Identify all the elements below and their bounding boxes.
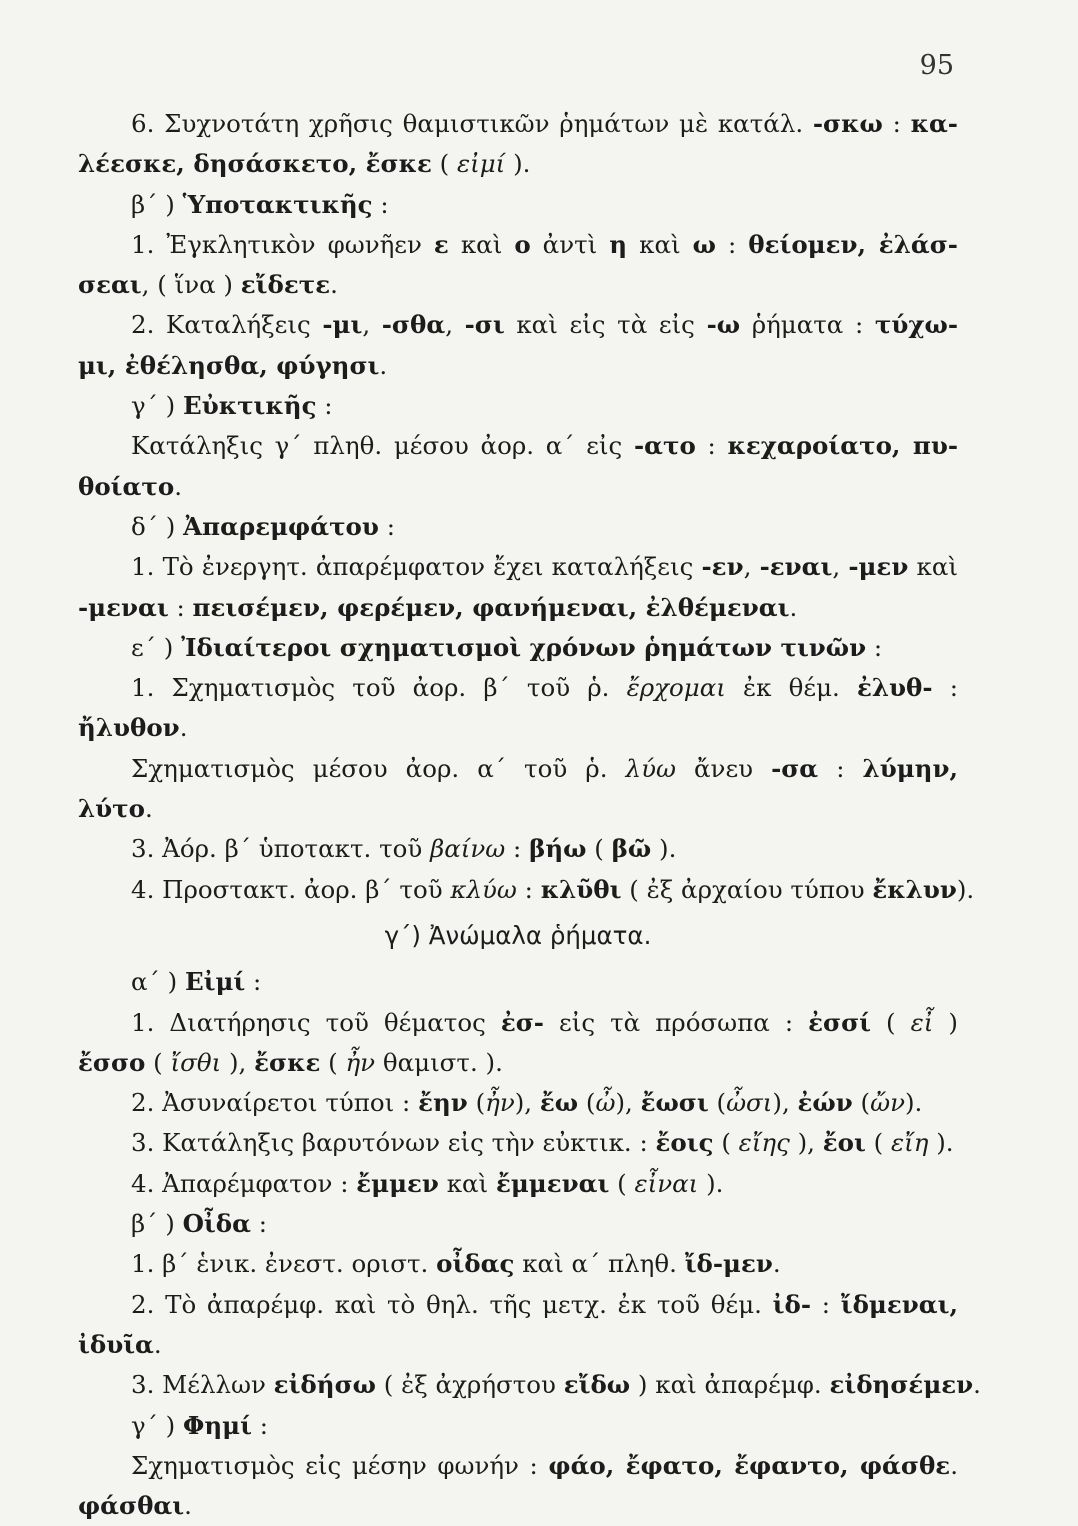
text-line — [78, 1003, 958, 1043]
page-body — [78, 104, 981, 1526]
italic-term: εἰμί — [456, 149, 506, 179]
italic-term: ἦν — [345, 1047, 376, 1077]
bold-term: εἰδησέμεν — [829, 1370, 974, 1400]
line-text: , — [743, 552, 760, 582]
line-text: ( — [609, 1168, 635, 1198]
text-line — [78, 749, 958, 789]
line-text: ), — [772, 1088, 798, 1118]
italic-term: ὦ — [595, 1088, 616, 1118]
line-text: καὶ — [448, 229, 515, 259]
text-line — [78, 789, 958, 829]
bold-term: ἐσσί — [808, 1007, 872, 1037]
italic-term: ὦσι — [726, 1088, 773, 1118]
text-line — [78, 547, 958, 587]
bold-term: Ἀπαρεμφάτου — [183, 511, 379, 541]
line-text: . — [973, 1370, 981, 1400]
line-text: ἄνευ — [675, 753, 772, 783]
line-text: 2. Ἀσυναίρετοι τύποι : — [131, 1088, 419, 1118]
bold-term: -σκω — [812, 109, 883, 138]
line-text: ) — [933, 1007, 958, 1037]
text-line — [78, 628, 958, 668]
line-text: ), — [514, 1088, 540, 1118]
text-line — [78, 507, 958, 547]
line-text: ( — [467, 1088, 486, 1118]
bold-term: Ὑποτακτικῆς — [182, 189, 373, 219]
line-text: , — [445, 310, 465, 340]
bold-term: -μεν — [848, 552, 909, 582]
line-text: : — [818, 753, 863, 783]
bold-term: ω — [692, 229, 716, 259]
line-text: καὶ εἰς τὰ εἰς — [504, 310, 707, 340]
line-text: : — [168, 592, 193, 622]
line-text: ῥήματα : — [740, 310, 875, 340]
line-text: . — [950, 1450, 958, 1480]
bold-term: -εν — [701, 552, 744, 582]
line-text: ( — [713, 1128, 739, 1158]
bold-term: ἔσκε — [254, 1047, 321, 1077]
bold-term: ο — [514, 229, 531, 259]
line-text: 6. Συχνοτάτη χρῆσις θαμιστικῶν ῥημάτων μὲ κατάλ. — [131, 109, 813, 138]
line-text: : — [866, 632, 883, 662]
bold-term: εἴδω — [563, 1370, 631, 1400]
line-text: : — [372, 189, 389, 219]
italic-term: ἦν — [485, 1088, 515, 1118]
bold-term: βήω — [529, 834, 587, 864]
line-text: εἰς τὰ πρόσωπα : — [543, 1007, 809, 1037]
text-line — [78, 346, 958, 386]
italic-term: κλύω — [450, 874, 517, 904]
text-line — [78, 1244, 958, 1284]
bold-term: Οἶδα — [182, 1209, 251, 1239]
line-text: γ΄ ) — [131, 391, 184, 421]
line-text: ( — [320, 1047, 346, 1077]
text-line — [78, 962, 958, 1002]
bold-term: σεαι — [78, 270, 142, 300]
line-text: ε΄ ) — [131, 632, 182, 662]
line-text: 3. Μέλλων — [131, 1370, 274, 1400]
line-text: καὶ — [438, 1168, 496, 1198]
text-line — [78, 708, 958, 748]
bold-term: ἐών — [797, 1088, 853, 1118]
text-line — [78, 1446, 958, 1486]
bold-term: λύτο — [78, 794, 146, 824]
line-text: 2. Καταλήξεις — [131, 310, 323, 340]
line-text: : — [250, 1209, 268, 1239]
italic-term: ὤν — [870, 1088, 905, 1118]
line-text: ). — [928, 1128, 954, 1158]
bold-term: ε — [433, 229, 449, 259]
line-text: ἀντὶ — [530, 229, 610, 259]
bold-term: θείομεν, ἐλάσ- — [748, 229, 958, 259]
line-text: ), — [789, 1128, 823, 1158]
text-line — [78, 668, 958, 708]
bold-term: λύμην, — [862, 753, 958, 783]
bold-term: η — [609, 229, 628, 259]
line-text: 4. Ἀπαρέμφατον : — [131, 1168, 357, 1198]
bold-term: -σθα — [381, 310, 446, 340]
page-number: 95 — [919, 50, 954, 81]
text-line — [78, 104, 958, 144]
bold-term: -εναι — [759, 552, 833, 582]
text-line — [78, 1123, 958, 1163]
bold-term: -μεναι — [78, 592, 169, 622]
line-text: ( — [578, 1088, 596, 1118]
line-text: ) καὶ ἀπαρέμφ. — [630, 1370, 830, 1400]
bold-term: τύχω- — [874, 310, 959, 340]
line-text: Σχηματισμὸς εἰς μέσην φωνήν : — [131, 1450, 549, 1480]
text-line — [78, 386, 958, 426]
bold-term: μι, ἐθέλησθα, φύγησι — [78, 350, 380, 380]
line-text: ). — [505, 149, 531, 179]
line-text: . — [184, 1491, 192, 1521]
line-text: ), — [221, 1047, 255, 1077]
bold-term: Ἰδιαίτεροι σχηματισμοὶ χρόνων ῥημάτων τινῶν — [181, 632, 867, 662]
line-text: 3. Ἀόρ. β΄ ὑποτακτ. τοῦ — [131, 834, 431, 864]
text-line — [78, 1486, 958, 1526]
line-text: . — [379, 350, 388, 380]
bold-term: κα- — [910, 109, 958, 138]
line-text: 4. Προστακτ. ἀορ. β΄ τοῦ — [131, 874, 451, 904]
text-line — [78, 1325, 958, 1365]
text-line — [78, 1043, 958, 1083]
bold-term: Εὐκτικῆς — [183, 391, 317, 421]
bold-term: βῶ — [611, 834, 652, 864]
italic-term: βαίνω — [430, 834, 506, 864]
bold-term: πεισέμεν, φερέμεν, φανήμεναι, ἐλθέμεναι — [192, 592, 790, 622]
line-text: 1. Διατήρησις τοῦ θέματος — [131, 1007, 501, 1037]
bold-term: Φημί — [183, 1410, 252, 1440]
line-text: β΄ ) — [131, 189, 183, 219]
line-text: : — [505, 834, 530, 864]
line-text: : — [882, 109, 911, 138]
bold-term: λέεσκε, δησάσκετο, ἔσκε — [78, 149, 432, 179]
line-text: ). — [956, 874, 975, 904]
bold-term: φάσθαι — [78, 1491, 185, 1521]
bold-term: -σα — [771, 753, 819, 783]
line-text: . — [772, 1249, 781, 1279]
bold-term: εἴδετε — [240, 270, 331, 300]
line-text: : — [715, 229, 749, 259]
line-text: α΄ ) — [131, 967, 185, 997]
text-line — [78, 1164, 958, 1204]
line-text: Κατάληξις γ΄ πληθ. μέσου ἀορ. α΄ εἰς — [131, 431, 634, 461]
text-line — [78, 265, 958, 305]
line-text: ), — [615, 1088, 641, 1118]
line-text: : — [378, 511, 395, 541]
text-line — [78, 305, 958, 345]
line-text: γ΄) Ἀνώμαλα ῥήματα. — [384, 920, 652, 950]
line-text: : — [695, 431, 728, 461]
line-text: . — [153, 1329, 162, 1359]
bold-term: Εἰμί — [184, 967, 246, 997]
line-text: , ( ἵνα ) — [141, 270, 241, 300]
bold-term: ἔοι — [822, 1128, 866, 1158]
bold-term: ἔην — [418, 1088, 468, 1118]
bold-term: -ατο — [633, 431, 696, 461]
bold-term: ἔωσι — [640, 1088, 709, 1118]
line-text: ( — [871, 1007, 911, 1037]
line-text: ( — [865, 1128, 891, 1158]
bold-term: ἰδ- — [772, 1289, 812, 1319]
text-line — [78, 870, 975, 910]
italic-term: εἴης — [738, 1128, 790, 1158]
line-text: , — [362, 310, 382, 340]
line-text: θαμιστ. ). — [375, 1047, 503, 1077]
bold-term: ἴδ-μεν — [684, 1249, 773, 1279]
line-text: ). — [905, 1088, 923, 1118]
line-text: : — [251, 1410, 269, 1440]
text-line — [78, 829, 958, 869]
text-line — [78, 588, 958, 628]
bold-term: ἰδυῖα — [78, 1329, 154, 1359]
line-text: ( — [586, 834, 612, 864]
line-text: : — [316, 391, 333, 421]
line-text: γ΄ ) — [131, 1410, 184, 1440]
line-text: ( — [852, 1088, 871, 1118]
bold-term: κλῦθι — [540, 874, 622, 904]
text-line — [78, 1406, 958, 1446]
bold-term: οἶδας — [436, 1249, 515, 1279]
text-line — [78, 467, 958, 507]
line-text: δ΄ ) — [131, 511, 184, 541]
line-text: ( — [145, 1047, 171, 1077]
bold-term: -μι — [322, 310, 363, 340]
line-text: β΄ ) — [131, 1209, 183, 1239]
line-text: 3. Κατάληξις βαρυτόνων εἰς τὴν εὐκτικ. : — [131, 1128, 656, 1158]
line-text: καὶ α΄ πληθ. — [514, 1249, 685, 1279]
text-line — [78, 144, 958, 184]
line-text: 1. Σχηματισμὸς τοῦ ἀορ. β΄ τοῦ ῥ. — [131, 673, 627, 703]
italic-term: εἶναι — [634, 1168, 699, 1198]
line-text: Σχηματισμὸς μέσου ἀορ. α΄ τοῦ ῥ. — [131, 753, 626, 783]
italic-term: ἴσθι — [170, 1047, 222, 1077]
line-text: 1. Ἐγκλητικὸν φωνῆεν — [131, 229, 434, 259]
bold-term: ἐλυθ- — [856, 673, 933, 703]
text-line — [78, 1083, 958, 1123]
line-text: ( ἐξ ἀρχαίου τύπου — [621, 874, 873, 904]
text-line — [78, 185, 958, 225]
italic-term: εἴη — [890, 1128, 929, 1158]
line-text: ). — [698, 1168, 724, 1198]
bold-term: θοίατο — [78, 471, 175, 501]
text-line — [78, 1285, 958, 1325]
text-line — [78, 225, 958, 265]
line-text: ( — [431, 149, 457, 179]
line-text: ). — [651, 834, 677, 864]
bold-term: ἔω — [539, 1088, 579, 1118]
bold-term: ἔμμεν — [356, 1168, 439, 1198]
line-text: ( — [708, 1088, 727, 1118]
bold-term: κεχαροίατο, πυ- — [727, 431, 958, 461]
bold-term: ἔμμεναι — [495, 1168, 610, 1198]
italic-term: λύω — [625, 753, 676, 783]
bold-term: ἤλυθον — [78, 713, 180, 743]
bold-term: -σι — [464, 310, 505, 340]
line-text: : — [245, 967, 262, 997]
text-line — [78, 1365, 981, 1405]
line-text: 2. Τὸ ἀπαρέμφ. καὶ τὸ θηλ. τῆς μετχ. ἐκ τοῦ θέμ. — [131, 1289, 773, 1319]
text-line — [78, 426, 958, 466]
line-text: . — [330, 270, 338, 300]
line-text: , — [832, 552, 849, 582]
bold-term: φάο, ἔφατο, ἔφαντο, φάσθε — [548, 1450, 951, 1480]
line-text: . — [789, 592, 798, 622]
line-text: ( ἐξ ἀχρήστου — [375, 1370, 564, 1400]
line-text: καὶ — [627, 229, 693, 259]
line-text: . — [179, 713, 188, 743]
bold-term: ἴδμεναι, — [840, 1289, 958, 1319]
line-text: 1. β΄ ἑνικ. ἐνεστ. οριστ. — [131, 1249, 437, 1279]
section-heading — [78, 910, 958, 962]
text-line — [78, 1204, 958, 1244]
bold-term: -ω — [706, 310, 741, 340]
bold-term: εἰδήσω — [273, 1370, 376, 1400]
line-text: : — [932, 673, 958, 703]
line-text: . — [145, 794, 153, 824]
line-text: : — [811, 1289, 841, 1319]
line-text: 1. Τὸ ἐνεργητ. ἀπαρέμφατον ἔχει καταλήξεις — [131, 552, 702, 582]
line-text: . — [174, 471, 183, 501]
line-text: : — [516, 874, 541, 904]
italic-term: εἶ — [910, 1007, 934, 1037]
italic-term: ἔρχομαι — [626, 673, 726, 703]
bold-term: ἔκλυν — [872, 874, 957, 904]
line-text: καὶ — [908, 552, 958, 582]
bold-term: ἔσσο — [78, 1047, 146, 1077]
bold-term: ἐσ- — [500, 1007, 544, 1037]
bold-term: ἔοις — [655, 1128, 714, 1158]
line-text: ἐκ θέμ. — [725, 673, 857, 703]
